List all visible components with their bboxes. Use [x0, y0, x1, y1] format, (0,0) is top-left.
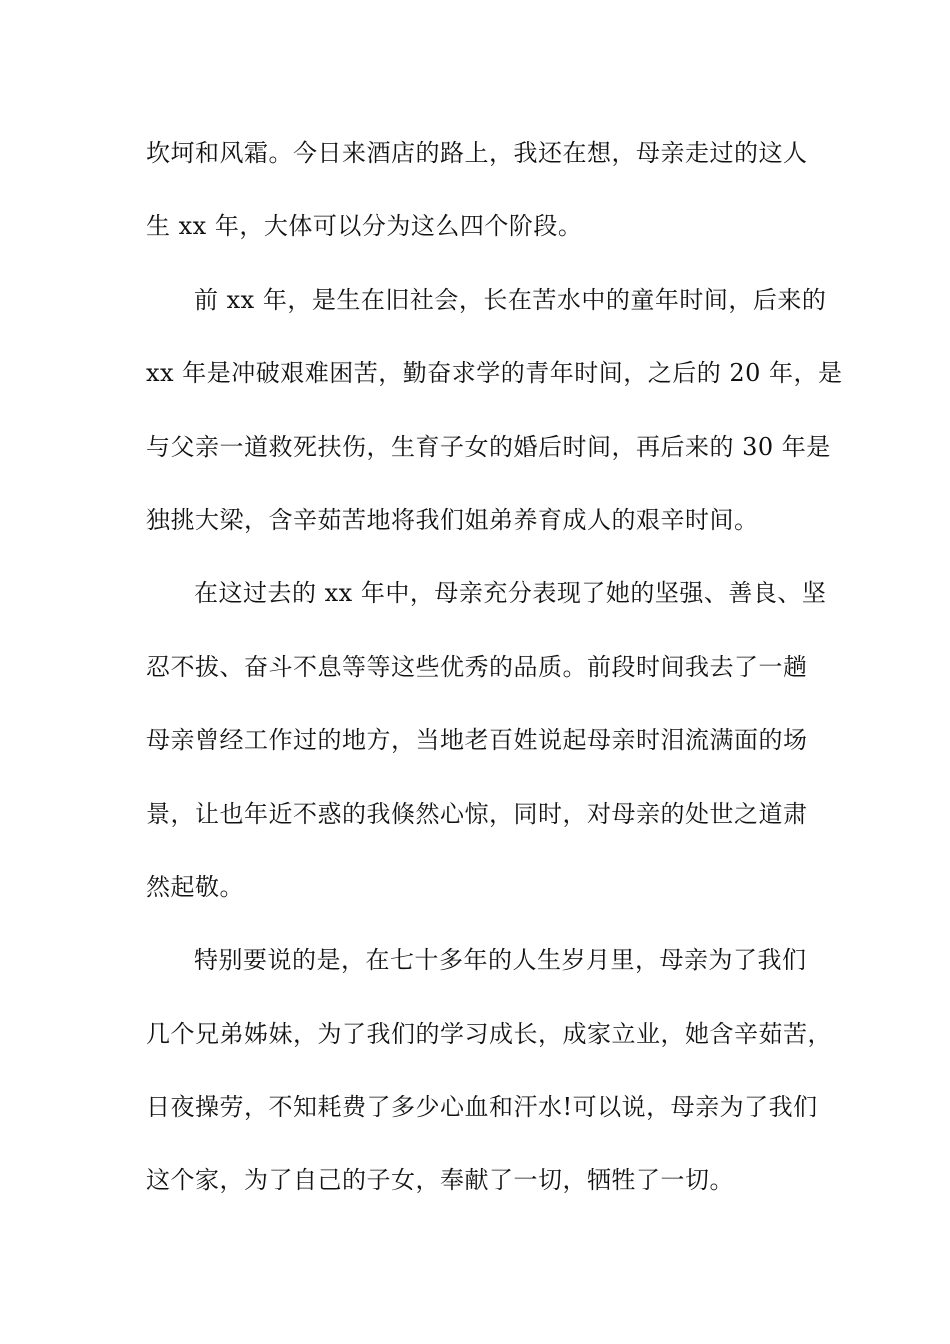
text-line: 独挑大梁，含辛茹苦地将我们姐弟养育成人的艰辛时间。: [146, 505, 759, 534]
text-line: 日夜操劳，不知耗费了多少心血和汗水!可以说，母亲为了我们: [146, 1093, 818, 1122]
text-line: 然起敬。: [146, 872, 244, 901]
text-line: 前 xx 年，是生在旧社会，长在苦水中的童年时间，后来的: [194, 285, 827, 314]
text-line: 母亲曾经工作过的地方，当地老百姓说起母亲时泪流满面的场: [146, 726, 808, 755]
text-line: 这个家，为了自己的子女，奉献了一切，牺牲了一切。: [146, 1166, 734, 1195]
text-line: 几个兄弟姊妹，为了我们的学习成长，成家立业，她含辛茹苦，: [146, 1019, 832, 1048]
body-text: [146, 128, 843, 1229]
text-line: 景，让也年近不惑的我倏然心惊，同时，对母亲的处世之道肃: [146, 799, 808, 828]
text-line: 与父亲一道救死扶伤，生育子女的婚后时间，再后来的 30 年是: [146, 432, 831, 461]
text-line: 特别要说的是，在七十多年的人生岁月里，母亲为了我们: [194, 946, 807, 975]
text-line: 在这过去的 xx 年中，母亲充分表现了她的坚强、善良、坚: [194, 579, 827, 608]
text-line: xx 年是冲破艰难困苦，勤奋求学的青年时间，之后的 20 年，是: [146, 359, 843, 388]
text-line: 忍不拔、奋斗不息等等这些优秀的品质。前段时间我去了一趟: [146, 652, 808, 681]
text-line: 生 xx 年，大体可以分为这么四个阶段。: [146, 212, 583, 241]
text-line: 坎坷和风霜。今日来酒店的路上，我还在想，母亲走过的这人: [146, 139, 808, 167]
